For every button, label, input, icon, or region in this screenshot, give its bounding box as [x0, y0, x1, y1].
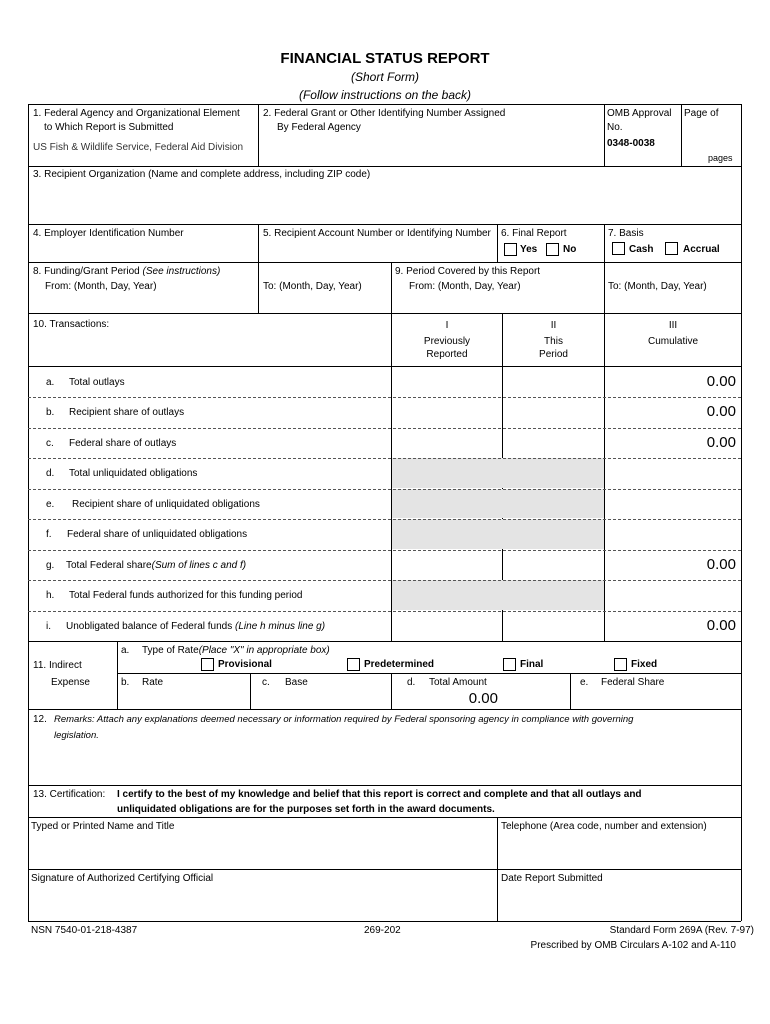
federal-share-label: Federal Share [601, 677, 665, 688]
transaction-letter: h. [46, 590, 55, 602]
remarks-line2: legislation. [54, 730, 99, 741]
previously-reported-field[interactable] [393, 399, 500, 424]
cumulative-field[interactable]: 0.00 [706, 403, 736, 421]
base-label: Base [285, 677, 308, 688]
transaction-letter: e. [46, 498, 55, 510]
row-divider [28, 428, 741, 429]
box8-from-label: From: (Month, Day, Year) [45, 281, 157, 292]
box11-label-line1: 11. Indirect [33, 660, 82, 671]
final-report-yes-checkbox[interactable] [504, 243, 517, 256]
transaction-label: Total outlays [69, 377, 125, 388]
box8-label: 8. Funding/Grant Period (See instructions) [33, 266, 221, 277]
total-amount-letter: d. [407, 677, 416, 688]
nsn-number: NSN 7540-01-218-4387 [31, 925, 138, 936]
box5-label: 5. Recipient Account Number or Identifying Number [263, 228, 491, 239]
box10-label: 10. Transactions: [33, 319, 110, 330]
omb-label-line1: OMB Approval [607, 108, 672, 119]
row-divider [28, 397, 741, 398]
omb-label-line2: No. [607, 122, 623, 133]
rate-label: Rate [142, 677, 164, 688]
employer-id-field[interactable] [30, 242, 256, 260]
total-amount-value[interactable]: 0.00 [468, 690, 498, 707]
omb-number: 0348-0038 [607, 138, 655, 149]
this-period-field[interactable] [504, 399, 602, 424]
transaction-label: Unobligated balance of Federal funds (Line h minus line g) [66, 620, 326, 632]
box9-to-label: To: (Month, Day, Year) [608, 281, 707, 292]
certification-line2: unliquidated obligations are for the purposes set forth in the award documents. [117, 804, 495, 815]
transaction-letter: b. [46, 407, 55, 419]
standard-form-label: Standard Form 269A (Rev. 7-97) [609, 925, 754, 936]
box6-label: 6. Final Report [501, 228, 567, 239]
this-period-field[interactable] [504, 430, 602, 455]
transaction-letter: c. [46, 437, 54, 449]
shaded-cell [392, 458, 604, 487]
box7-label: 7. Basis [608, 228, 644, 239]
pages-label: pages [708, 153, 733, 163]
period-to-field[interactable] [606, 294, 739, 311]
cumulative-field[interactable]: 0.00 [706, 433, 736, 451]
transaction-letter: a. [46, 377, 55, 388]
rate-final-label: Final [520, 659, 544, 670]
shaded-cell [392, 519, 604, 548]
total-amount-label: Total Amount [429, 677, 487, 688]
this-period-field[interactable] [504, 369, 602, 394]
previously-reported-field[interactable] [393, 430, 500, 455]
col2-label-line1: This [544, 336, 563, 347]
this-period-field[interactable] [504, 613, 602, 638]
rate-fixed-checkbox[interactable] [614, 658, 627, 671]
final-report-no-checkbox[interactable] [546, 243, 559, 256]
row-divider [28, 611, 741, 612]
transaction-label: Total unliquidated obligations [69, 468, 198, 480]
base-letter: c. [262, 677, 270, 688]
funding-from-field[interactable] [30, 294, 256, 311]
transaction-letter: g. [46, 559, 55, 571]
basis-accrual-checkbox[interactable] [665, 242, 678, 255]
transaction-letter: i. [46, 620, 51, 632]
form-title: FINANCIAL STATUS REPORT [280, 50, 490, 67]
previously-reported-field[interactable] [393, 552, 500, 577]
rate-letter: b. [121, 677, 130, 688]
box2-label-line1: 2. Federal Grant or Other Identifying Number Assigned [263, 108, 506, 119]
form-subtitle: (Short Form) [350, 70, 419, 84]
row-divider [28, 489, 741, 490]
transaction-label: Recipient share of outlays [69, 407, 185, 419]
telephone-label: Telephone (Area code, number and extension) [501, 821, 707, 832]
box2-label-line2: By Federal Agency [277, 122, 361, 133]
col3-number: III [668, 320, 678, 331]
transaction-letter: f. [46, 529, 52, 541]
federal-share-letter: e. [580, 677, 589, 688]
cumulative-field[interactable]: 0.00 [706, 616, 736, 634]
transaction-letter: d. [46, 468, 55, 480]
transaction-label: Federal share of outlays [69, 437, 177, 449]
basis-cash-label: Cash [629, 244, 654, 255]
period-from-field[interactable] [393, 294, 602, 311]
rate-type-letter: a. [121, 645, 130, 656]
rate-type-label: Type of Rate(Place "X" in appropriate box) [142, 645, 330, 656]
prescribed-label: Prescribed by OMB Circulars A-102 and A-110 [530, 940, 736, 951]
transaction-label: Federal share of unliquidated obligations [67, 529, 248, 541]
form-instructions: (Follow instructions on the back) [298, 88, 472, 102]
page-of-label: Page of [684, 108, 719, 119]
signature-label: Signature of Authorized Certifying Official [31, 873, 214, 884]
box9-label: 9. Period Covered by this Report [395, 266, 541, 277]
final-report-no-label: No [563, 244, 577, 255]
remarks-line1: Remarks: Attach any explanations deemed necessary or information required by Federal sponsoring agency in compliance with governing [54, 714, 634, 725]
row-divider [28, 580, 741, 581]
grant-number-field[interactable] [260, 138, 602, 162]
box9-from-label: From: (Month, Day, Year) [409, 281, 521, 292]
date-submitted-label: Date Report Submitted [501, 873, 603, 884]
row-divider [28, 550, 741, 551]
rate-provisional-label: Provisional [218, 659, 272, 670]
recipient-organization-field[interactable] [30, 184, 738, 222]
shaded-cell [392, 489, 604, 518]
rate-fixed-label: Fixed [631, 659, 658, 670]
signature-field[interactable] [30, 887, 495, 919]
box1-label-line2: to Which Report is Submitted [44, 122, 174, 133]
remarks-field[interactable] [30, 744, 738, 782]
transaction-label: Total Federal share(Sum of lines c and f) [66, 559, 247, 571]
previously-reported-field[interactable] [393, 369, 500, 394]
box1-label-line1: 1. Federal Agency and Organizational Element [33, 108, 240, 119]
col1-label-line2: Reported [426, 349, 468, 360]
col3-label-line1: Cumulative [647, 336, 699, 347]
col1-label-line1: Previously [423, 336, 471, 347]
typed-name-label: Typed or Printed Name and Title [31, 821, 175, 832]
federal-agency-field[interactable]: US Fish & Wildlife Service, Federal Aid Division [33, 142, 244, 153]
rate-predetermined-label: Predetermined [364, 659, 435, 670]
col2-label-line2: Period [539, 349, 568, 360]
transaction-label: Total Federal funds authorized for this funding period [69, 590, 303, 602]
this-period-field[interactable] [504, 552, 602, 577]
transaction-label: Recipient share of unliquidated obligations [72, 498, 260, 510]
box8-to-label: To: (Month, Day, Year) [263, 281, 362, 292]
cumulative-field[interactable]: 0.00 [706, 373, 736, 390]
box4-label: 4. Employer Identification Number [33, 228, 184, 239]
box12-number: 12. [33, 714, 47, 725]
basis-accrual-label: Accrual [683, 244, 720, 255]
previously-reported-field[interactable] [393, 613, 500, 638]
cumulative-field[interactable]: 0.00 [706, 555, 736, 573]
shaded-cell [392, 580, 604, 609]
row-divider [28, 519, 741, 520]
box11-label-line2: Expense [51, 677, 90, 688]
certification-line1: I certify to the best of my knowledge and belief that this report is correct and complete and that all outlays and [117, 789, 642, 800]
box13-label: 13. Certification: [33, 789, 106, 800]
rate-final-checkbox[interactable] [503, 658, 516, 671]
base-field[interactable] [252, 690, 389, 707]
col1-number: I [445, 320, 449, 331]
funding-to-field[interactable] [260, 294, 389, 311]
rate-predetermined-checkbox[interactable] [347, 658, 360, 671]
recipient-account-field[interactable] [260, 242, 495, 260]
telephone-field[interactable] [499, 835, 739, 867]
rate-field[interactable] [119, 690, 248, 707]
row-divider [28, 458, 741, 459]
typed-name-field[interactable] [30, 835, 495, 867]
form-code: 269-202 [364, 925, 401, 936]
final-report-yes-label: Yes [520, 244, 538, 255]
federal-share-field[interactable] [572, 690, 739, 707]
col2-number: II [550, 320, 557, 331]
box3-label: 3. Recipient Organization (Name and complete address, including ZIP code) [33, 169, 371, 180]
rate-provisional-checkbox[interactable] [201, 658, 214, 671]
date-submitted-field[interactable] [499, 887, 739, 919]
basis-cash-checkbox[interactable] [612, 242, 625, 255]
